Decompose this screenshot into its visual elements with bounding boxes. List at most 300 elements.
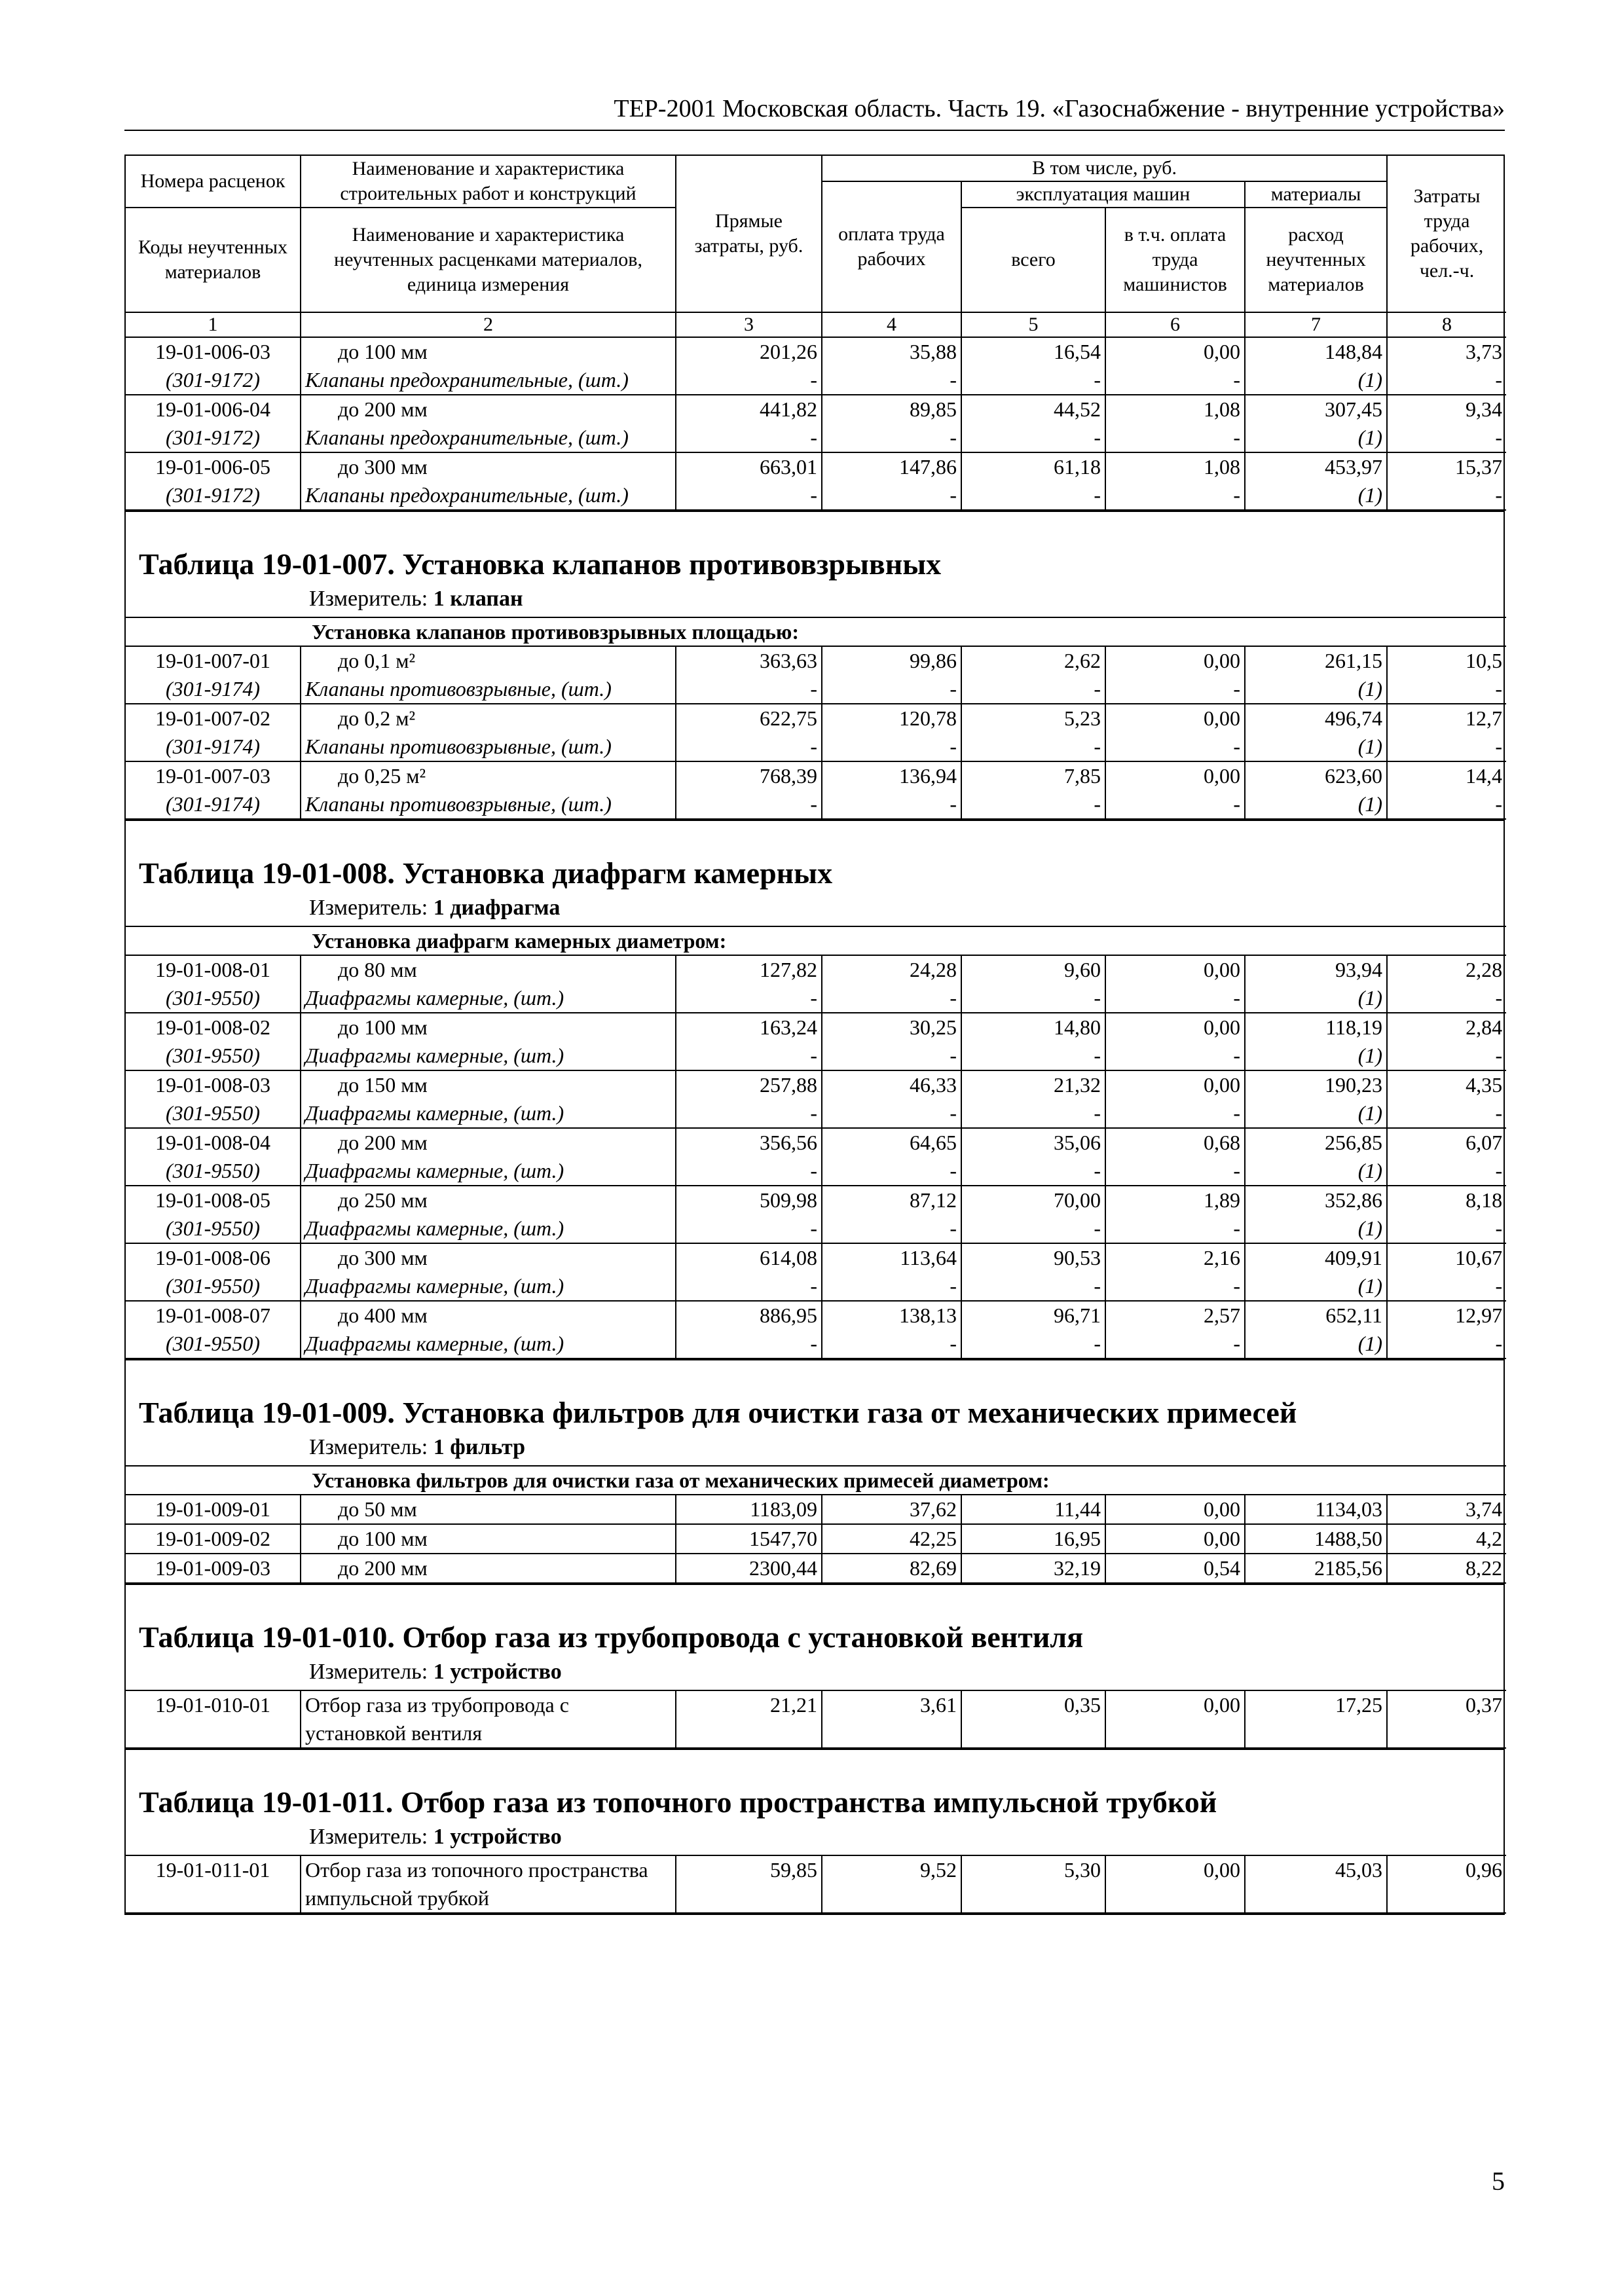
material-c6: - <box>1105 1214 1245 1243</box>
material-c8: - <box>1387 1214 1506 1243</box>
machine-cost: 32,19 <box>961 1554 1105 1583</box>
group-heading: Установка диафрагм камерных диаметром: <box>126 926 1506 955</box>
material-name: Клапаны предохранительные, (шт.) <box>301 366 676 395</box>
rate-name-text: до 250 мм <box>338 1188 428 1212</box>
col4-header: оплата труда рабочих <box>822 181 961 312</box>
direct-cost: 663,01 <box>676 452 822 481</box>
labor-hours: 2,84 <box>1387 1013 1506 1042</box>
running-header: ТЕР-2001 Московская область. Часть 19. «Газоснабжение - внутренние устройства» <box>614 95 1505 122</box>
material-c6: - <box>1105 1042 1245 1070</box>
material-row <box>126 1157 1506 1186</box>
material-c3: - <box>676 1042 822 1070</box>
col5-header: всего <box>961 208 1105 312</box>
col3-header: Прямые затраты, руб. <box>676 156 822 312</box>
labor-cost: 113,64 <box>822 1243 961 1272</box>
material-c4: - <box>822 1157 961 1186</box>
table-row <box>126 704 1506 733</box>
material-c3: - <box>676 366 822 395</box>
material-c6: - <box>1105 675 1245 704</box>
rate-name <box>301 1186 676 1214</box>
material-code: (301-9174) <box>126 733 301 761</box>
material-code: (301-9172) <box>126 424 301 452</box>
labor-hours: 9,34 <box>1387 395 1506 424</box>
column-number: 7 <box>1245 312 1387 337</box>
direct-cost: 356,56 <box>676 1128 822 1157</box>
material-c6: - <box>1105 1330 1245 1358</box>
material-c4: - <box>822 1214 961 1243</box>
material-c6: - <box>1105 733 1245 761</box>
rate-name <box>301 1128 676 1157</box>
rate-name <box>301 1243 676 1272</box>
col1-top-header: Номера расценок <box>126 156 301 208</box>
rate-name <box>301 337 676 366</box>
material-code: (301-9174) <box>126 675 301 704</box>
direct-cost: 1183,09 <box>676 1495 822 1524</box>
in-total-header: В том числе, руб. <box>822 156 1387 181</box>
labor-hours: 6,07 <box>1387 1128 1506 1157</box>
material-name: Клапаны противовзрывные, (шт.) <box>301 675 676 704</box>
labor-cost: 9,52 <box>822 1855 961 1913</box>
column-header-table <box>126 156 1506 511</box>
material-c6: - <box>1105 1157 1245 1186</box>
material-name: Диафрагмы камерные, (шт.) <box>301 1330 676 1358</box>
rate-name <box>301 704 676 733</box>
material-c8: - <box>1387 481 1506 510</box>
column-number: 4 <box>822 312 961 337</box>
material-name: Диафрагмы камерные, (шт.) <box>301 1214 676 1243</box>
material-c5: - <box>961 424 1105 452</box>
labor-cost: 30,25 <box>822 1013 961 1042</box>
labor-cost: 24,28 <box>822 955 961 984</box>
material-name: Диафрагмы камерные, (шт.) <box>301 1272 676 1301</box>
material-row <box>126 790 1506 819</box>
material-c5: - <box>961 1214 1105 1243</box>
machine-cost: 16,54 <box>961 337 1105 366</box>
table-row <box>126 1301 1506 1330</box>
rate-name <box>301 955 676 984</box>
material-cost: 190,23 <box>1245 1070 1387 1099</box>
rate-name-text: до 0,1 м² <box>338 649 416 672</box>
material-code: (301-9172) <box>126 366 301 395</box>
rate-name-text: до 150 мм <box>338 1073 428 1097</box>
material-code: (301-9550) <box>126 984 301 1013</box>
labor-cost: 46,33 <box>822 1070 961 1099</box>
rate-name-text: до 200 мм <box>338 1556 428 1580</box>
material-c8: - <box>1387 1042 1506 1070</box>
rate-code: 19-01-007-03 <box>126 761 301 790</box>
material-c7: (1) <box>1245 366 1387 395</box>
material-code: (301-9550) <box>126 1214 301 1243</box>
table-008-measure <box>126 893 1504 926</box>
col6-header: в т.ч. оплата труда машинистов <box>1105 208 1245 312</box>
labor-hours: 12,7 <box>1387 704 1506 733</box>
table-009-measure <box>126 1432 1504 1465</box>
material-c4: - <box>822 1330 961 1358</box>
material-c4: - <box>822 1099 961 1128</box>
measure-label: Измеритель: <box>309 587 428 611</box>
price-table <box>124 155 1505 1915</box>
material-name: Диафрагмы камерные, (шт.) <box>301 1157 676 1186</box>
machine-cost: 11,44 <box>961 1495 1105 1524</box>
table-011 <box>126 1855 1506 1914</box>
column-number: 5 <box>961 312 1105 337</box>
material-name: Клапаны предохранительные, (шт.) <box>301 424 676 452</box>
direct-cost: 622,75 <box>676 704 822 733</box>
table-row <box>126 1855 1506 1913</box>
table-009 <box>126 1465 1506 1584</box>
material-c4: - <box>822 366 961 395</box>
col1-bottom-header: Коды неучтенных материалов <box>126 208 301 312</box>
labor-hours: 2,28 <box>1387 955 1506 984</box>
material-c4: - <box>822 1272 961 1301</box>
machine-cost: 14,80 <box>961 1013 1105 1042</box>
measure-label: Измеритель: <box>309 1825 428 1849</box>
operator-cost: 1,89 <box>1105 1186 1245 1214</box>
table-row <box>126 337 1506 366</box>
material-row <box>126 733 1506 761</box>
table-row <box>126 761 1506 790</box>
material-c5: - <box>961 1099 1105 1128</box>
table-row <box>126 452 1506 481</box>
rate-code: 19-01-008-04 <box>126 1128 301 1157</box>
table-row <box>126 1524 1506 1554</box>
material-cost: 118,19 <box>1245 1013 1387 1042</box>
table-009-section <box>126 1359 1504 1432</box>
machine-cost: 5,30 <box>961 1855 1105 1913</box>
rate-name-text: до 0,25 м² <box>338 764 426 788</box>
column-numbers-row <box>126 312 1506 337</box>
table-row <box>126 1554 1506 1583</box>
table-011-measure <box>126 1822 1504 1855</box>
measure-value: 1 диафрагма <box>433 896 561 920</box>
material-c3: - <box>676 675 822 704</box>
material-c7: (1) <box>1245 1157 1387 1186</box>
material-c8: - <box>1387 984 1506 1013</box>
material-c5: - <box>961 1272 1105 1301</box>
machine-cost: 7,85 <box>961 761 1105 790</box>
material-c7: (1) <box>1245 1099 1387 1128</box>
labor-cost: 136,94 <box>822 761 961 790</box>
material-cost: 45,03 <box>1245 1855 1387 1913</box>
material-cost: 307,45 <box>1245 395 1387 424</box>
material-c3: - <box>676 1330 822 1358</box>
material-name: Диафрагмы камерные, (шт.) <box>301 1099 676 1128</box>
material-c7: (1) <box>1245 424 1387 452</box>
rate-name-text: до 400 мм <box>338 1303 428 1327</box>
labor-cost: 37,62 <box>822 1495 961 1524</box>
labor-cost: 87,12 <box>822 1186 961 1214</box>
rate-name-text: до 0,2 м² <box>338 706 416 730</box>
table-011-title: Таблица 19-01-011. Отбор газа из топочного пространства импульсной трубкой <box>139 1785 1217 1819</box>
material-c7: (1) <box>1245 1214 1387 1243</box>
table-row <box>126 1495 1506 1524</box>
direct-cost: 201,26 <box>676 337 822 366</box>
material-c3: - <box>676 790 822 819</box>
material-c6: - <box>1105 1099 1245 1128</box>
group-heading: Установка клапанов противовзрывных площадью: <box>126 617 1506 646</box>
operator-cost: 1,08 <box>1105 395 1245 424</box>
material-c7: (1) <box>1245 1272 1387 1301</box>
machine-cost: 5,23 <box>961 704 1105 733</box>
col7-header: расход неучтенных материалов <box>1245 208 1387 312</box>
material-c5: - <box>961 366 1105 395</box>
rate-code: 19-01-009-01 <box>126 1495 301 1524</box>
rate-name-text: до 200 мм <box>338 1131 428 1154</box>
material-c4: - <box>822 1042 961 1070</box>
material-c5: - <box>961 790 1105 819</box>
labor-hours: 4,2 <box>1387 1524 1506 1554</box>
table-row <box>126 646 1506 675</box>
labor-cost: 120,78 <box>822 704 961 733</box>
material-row <box>126 675 1506 704</box>
material-c5: - <box>961 1042 1105 1070</box>
material-c5: - <box>961 984 1105 1013</box>
material-row <box>126 984 1506 1013</box>
labor-cost: 147,86 <box>822 452 961 481</box>
material-row <box>126 1099 1506 1128</box>
rate-code: 19-01-010-01 <box>126 1690 301 1748</box>
group-heading: Установка фильтров для очистки газа от механических примесей диаметром: <box>126 1466 1506 1495</box>
column-number: 1 <box>126 312 301 337</box>
header-rule <box>124 130 1505 131</box>
material-c8: - <box>1387 1157 1506 1186</box>
operator-cost: 0,00 <box>1105 1495 1245 1524</box>
material-c7: (1) <box>1245 1330 1387 1358</box>
operator-cost: 0,00 <box>1105 1013 1245 1042</box>
table-008 <box>126 926 1506 1359</box>
labor-hours: 10,67 <box>1387 1243 1506 1272</box>
material-c7: (1) <box>1245 675 1387 704</box>
material-c3: - <box>676 424 822 452</box>
material-code: (301-9174) <box>126 790 301 819</box>
material-code: (301-9550) <box>126 1157 301 1186</box>
column-number: 2 <box>301 312 676 337</box>
rate-code: 19-01-011-01 <box>126 1855 301 1913</box>
material-name: Клапаны противовзрывные, (шт.) <box>301 790 676 819</box>
direct-cost: 509,98 <box>676 1186 822 1214</box>
material-c6: - <box>1105 790 1245 819</box>
rate-name-text: до 50 мм <box>338 1497 417 1521</box>
table-011-section <box>126 1749 1504 1822</box>
direct-cost: 441,82 <box>676 395 822 424</box>
machine-cost: 44,52 <box>961 395 1105 424</box>
material-c3: - <box>676 1099 822 1128</box>
material-c7: (1) <box>1245 1042 1387 1070</box>
col2-bottom-header: Наименование и характеристика неучтенных расценками материалов, единица измерения <box>301 208 676 312</box>
operator-cost: 0,00 <box>1105 955 1245 984</box>
machine-cost: 21,32 <box>961 1070 1105 1099</box>
machine-cost: 90,53 <box>961 1243 1105 1272</box>
operator-cost: 2,16 <box>1105 1243 1245 1272</box>
direct-cost: 886,95 <box>676 1301 822 1330</box>
material-code: (301-9550) <box>126 1330 301 1358</box>
rate-name-text: до 80 мм <box>338 958 417 981</box>
material-c4: - <box>822 675 961 704</box>
material-c5: - <box>961 481 1105 510</box>
rate-code: 19-01-008-07 <box>126 1301 301 1330</box>
operator-cost: 0,68 <box>1105 1128 1245 1157</box>
machine-cost: 35,06 <box>961 1128 1105 1157</box>
material-cost: 652,11 <box>1245 1301 1387 1330</box>
rate-name <box>301 1524 676 1554</box>
operator-cost: 0,00 <box>1105 1855 1245 1913</box>
labor-cost: 3,61 <box>822 1690 961 1748</box>
rate-code: 19-01-009-03 <box>126 1554 301 1583</box>
rate-code: 19-01-008-03 <box>126 1070 301 1099</box>
table-row <box>126 1128 1506 1157</box>
rate-name <box>301 1070 676 1099</box>
material-name: Клапаны предохранительные, (шт.) <box>301 481 676 510</box>
col2-top-header: Наименование и характеристика строительных работ и конструкций <box>301 156 676 208</box>
labor-cost: 89,85 <box>822 395 961 424</box>
rate-name-text: до 300 мм <box>338 1246 428 1269</box>
table-010-title: Таблица 19-01-010. Отбор газа из трубопровода с установкой вентиля <box>139 1620 1084 1654</box>
material-c6: - <box>1105 481 1245 510</box>
rate-name-text: до 200 мм <box>338 397 428 421</box>
measure-value: 1 клапан <box>433 587 523 611</box>
material-c3: - <box>676 733 822 761</box>
operator-cost: 0,00 <box>1105 337 1245 366</box>
measure-value: 1 устройство <box>433 1825 562 1849</box>
material-c7: (1) <box>1245 481 1387 510</box>
material-cost: 1134,03 <box>1245 1495 1387 1524</box>
table-008-section <box>126 820 1504 893</box>
rate-name <box>301 1495 676 1524</box>
material-cost: 496,74 <box>1245 704 1387 733</box>
table-row <box>126 1013 1506 1042</box>
measure-label: Измеритель: <box>309 1660 428 1684</box>
material-c5: - <box>961 1330 1105 1358</box>
direct-cost: 768,39 <box>676 761 822 790</box>
machine-cost: 9,60 <box>961 955 1105 984</box>
table-010-measure <box>126 1657 1504 1690</box>
rate-name <box>301 1554 676 1583</box>
material-cost: 261,15 <box>1245 646 1387 675</box>
material-c3: - <box>676 1157 822 1186</box>
material-c3: - <box>676 481 822 510</box>
material-name: Диафрагмы камерные, (шт.) <box>301 984 676 1013</box>
material-row <box>126 1042 1506 1070</box>
direct-cost: 363,63 <box>676 646 822 675</box>
material-row <box>126 1272 1506 1301</box>
material-c5: - <box>961 1157 1105 1186</box>
column-number: 8 <box>1387 312 1506 337</box>
table-008-title: Таблица 19-01-008. Установка диафрагм камерных <box>139 856 833 890</box>
rate-code: 19-01-008-02 <box>126 1013 301 1042</box>
operator-cost: 0,54 <box>1105 1554 1245 1583</box>
measure-value: 1 устройство <box>433 1660 562 1684</box>
material-c3: - <box>676 1272 822 1301</box>
rate-code: 19-01-007-02 <box>126 704 301 733</box>
rate-code: 19-01-009-02 <box>126 1524 301 1554</box>
material-c4: - <box>822 984 961 1013</box>
material-code: (301-9550) <box>126 1099 301 1128</box>
materials-header: материалы <box>1245 181 1387 208</box>
material-code: (301-9550) <box>126 1272 301 1301</box>
labor-cost: 35,88 <box>822 337 961 366</box>
material-cost: 409,91 <box>1245 1243 1387 1272</box>
labor-hours: 10,5 <box>1387 646 1506 675</box>
direct-cost: 163,24 <box>676 1013 822 1042</box>
material-c8: - <box>1387 424 1506 452</box>
machine-cost: 96,71 <box>961 1301 1105 1330</box>
operator-cost: 0,00 <box>1105 646 1245 675</box>
labor-hours: 8,18 <box>1387 1186 1506 1214</box>
material-c5: - <box>961 733 1105 761</box>
table-row <box>126 1690 1506 1748</box>
direct-cost: 59,85 <box>676 1855 822 1913</box>
operator-cost: 0,00 <box>1105 1524 1245 1554</box>
table-009-title: Таблица 19-01-009. Установка фильтров для очистки газа от механических примесей <box>139 1396 1297 1429</box>
rate-name <box>301 395 676 424</box>
material-row <box>126 424 1506 452</box>
page-number: 5 <box>1492 2166 1505 2196</box>
operator-cost: 0,00 <box>1105 1690 1245 1748</box>
labor-hours: 14,4 <box>1387 761 1506 790</box>
labor-cost: 99,86 <box>822 646 961 675</box>
material-c6: - <box>1105 1272 1245 1301</box>
rate-code: 19-01-006-05 <box>126 452 301 481</box>
direct-cost: 127,82 <box>676 955 822 984</box>
operator-cost: 0,00 <box>1105 761 1245 790</box>
material-c4: - <box>822 481 961 510</box>
labor-cost: 82,69 <box>822 1554 961 1583</box>
material-c8: - <box>1387 790 1506 819</box>
rate-code: 19-01-007-01 <box>126 646 301 675</box>
material-c8: - <box>1387 1099 1506 1128</box>
labor-hours: 0,37 <box>1387 1690 1506 1748</box>
table-007 <box>126 617 1506 820</box>
labor-hours: 3,73 <box>1387 337 1506 366</box>
material-row <box>126 1330 1506 1358</box>
direct-cost: 2300,44 <box>676 1554 822 1583</box>
rate-name-text: до 100 мм <box>338 1015 428 1039</box>
measure-label: Измеритель: <box>309 1435 428 1459</box>
rate-code: 19-01-008-06 <box>126 1243 301 1272</box>
rate-name-text: до 100 мм <box>338 340 428 363</box>
table-010 <box>126 1690 1506 1749</box>
material-c3: - <box>676 984 822 1013</box>
rate-name <box>301 761 676 790</box>
material-c8: - <box>1387 1272 1506 1301</box>
material-row <box>126 481 1506 510</box>
material-c6: - <box>1105 984 1245 1013</box>
operator-cost: 0,00 <box>1105 704 1245 733</box>
table-row <box>126 395 1506 424</box>
rate-name <box>301 452 676 481</box>
table-row <box>126 1070 1506 1099</box>
machine-cost: 70,00 <box>961 1186 1105 1214</box>
material-cost: 256,85 <box>1245 1128 1387 1157</box>
rate-name <box>301 646 676 675</box>
material-cost: 17,25 <box>1245 1690 1387 1748</box>
material-c4: - <box>822 424 961 452</box>
labor-hours: 12,97 <box>1387 1301 1506 1330</box>
column-number: 3 <box>676 312 822 337</box>
machine-cost: 2,62 <box>961 646 1105 675</box>
material-cost: 2185,56 <box>1245 1554 1387 1583</box>
machine-cost: 0,35 <box>961 1690 1105 1748</box>
machine-cost: 61,18 <box>961 452 1105 481</box>
table-row <box>126 1186 1506 1214</box>
direct-cost: 614,08 <box>676 1243 822 1272</box>
measure-value: 1 фильтр <box>433 1435 526 1459</box>
labor-hours: 4,35 <box>1387 1070 1506 1099</box>
rate-code: 19-01-006-03 <box>126 337 301 366</box>
material-c3: - <box>676 1214 822 1243</box>
material-c6: - <box>1105 424 1245 452</box>
material-code: (301-9172) <box>126 481 301 510</box>
